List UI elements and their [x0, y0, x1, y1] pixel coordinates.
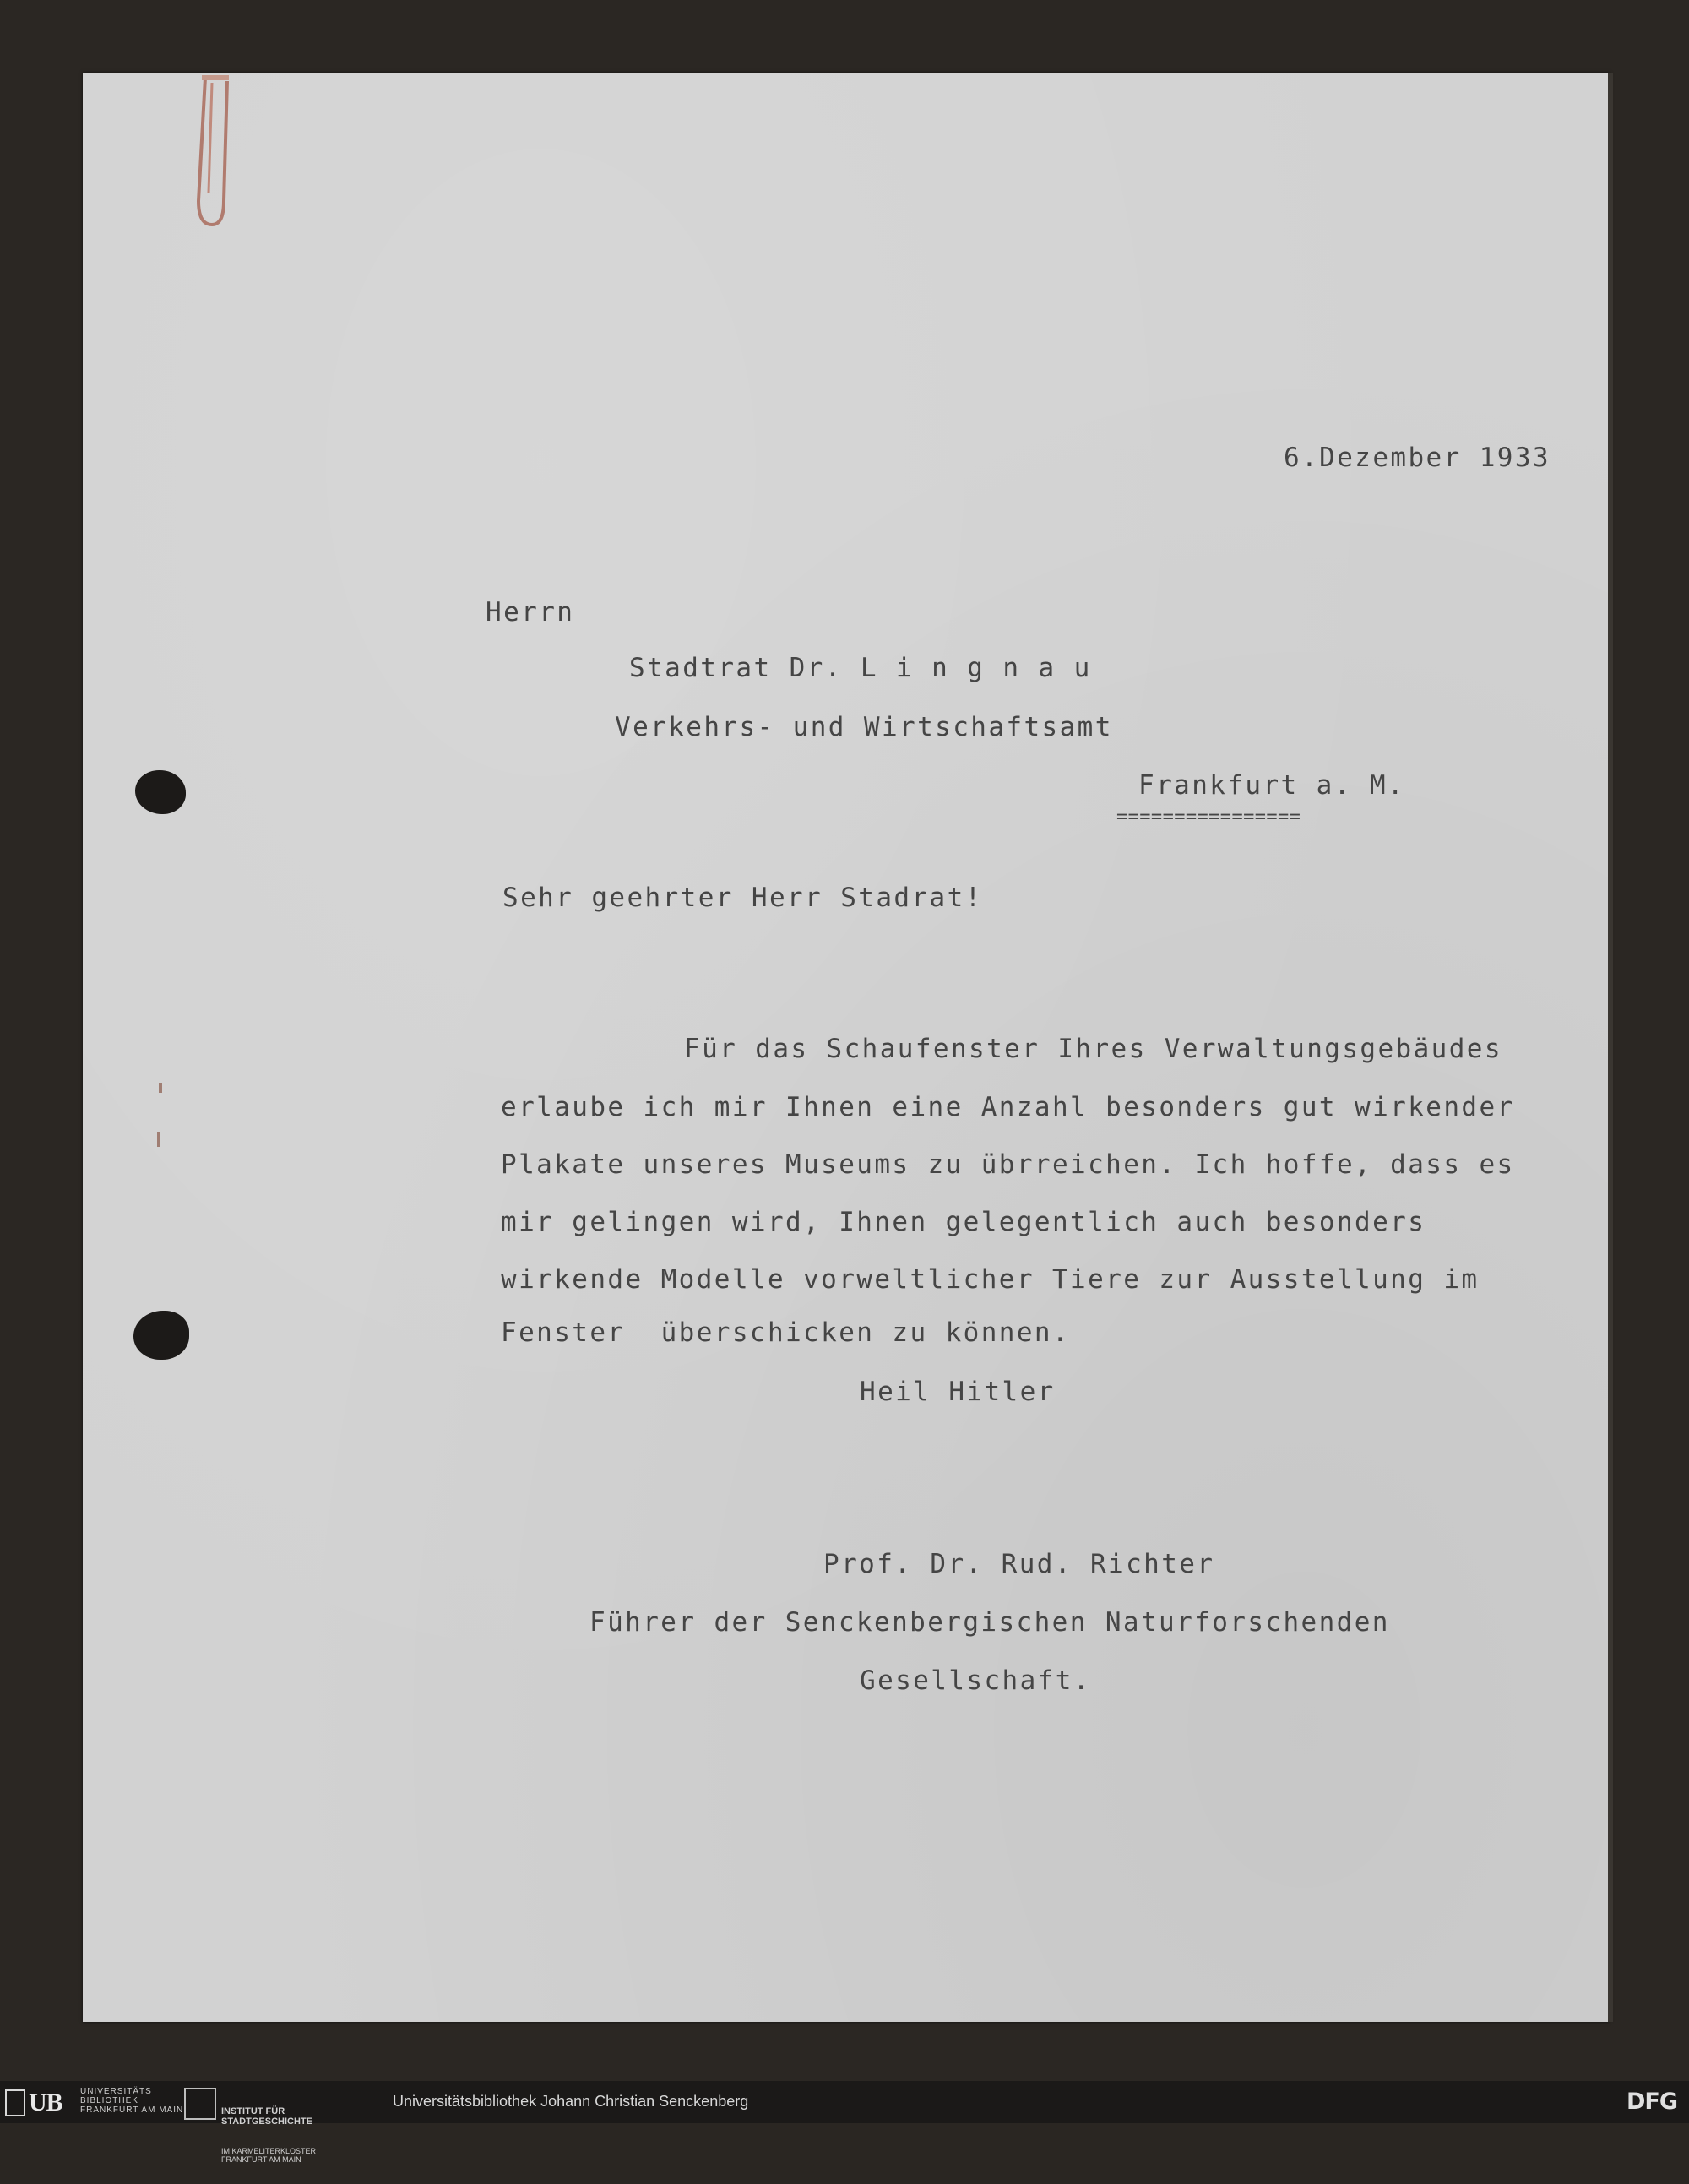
letter-closing: Heil Hitler: [860, 1377, 1056, 1407]
recipient-office: Verkehrs- und Wirtschaftsamt: [615, 712, 1113, 742]
punch-hole-lower: [133, 1311, 189, 1360]
body-line: Plakate unseres Museums zu übrreichen. Ich hoffe, dass es: [501, 1149, 1515, 1180]
body-line: mir gelingen wird, Ihnen gelegentlich auch besonders: [501, 1207, 1426, 1237]
paperclip-mark: [190, 74, 234, 236]
isg-logo-subtitle: IM KARMELITERKLOSTER FRANKFURT AM MAIN: [221, 2147, 317, 2164]
recipient-name: Stadtrat Dr. L i n g n a u: [629, 653, 1092, 683]
signature-name: Prof. Dr. Rud. Richter: [823, 1549, 1215, 1579]
body-line: Für das Schaufenster Ihres Verwaltungsgebäudes: [684, 1034, 1502, 1064]
body-line: wirkende Modelle vorweltlicher Tiere zur Ausstellung im: [501, 1264, 1480, 1295]
ub-logo-icon: [5, 2089, 25, 2116]
signature-title: Führer der Senckenbergischen Naturforschenden: [589, 1607, 1390, 1638]
viewer-footer: [0, 2081, 1689, 2164]
city-underline: ================: [1116, 807, 1301, 828]
dfg-logo[interactable]: DFG: [1626, 2089, 1677, 2115]
recipient-city: Frankfurt a. M.: [1138, 770, 1405, 801]
margin-mark: [159, 1083, 162, 1093]
recipient-salutation: Herrn: [486, 597, 575, 627]
isg-logo-icon[interactable]: [184, 2088, 216, 2120]
punch-hole-upper: [135, 770, 186, 814]
page-edge: [1608, 73, 1613, 2022]
ub-logo[interactable]: [5, 2088, 62, 2118]
signature-title-cont: Gesellschaft.: [860, 1665, 1091, 1696]
body-line: Fenster überschicken zu können.: [501, 1317, 1071, 1348]
letter-salutation: Sehr geehrter Herr Stadrat!: [502, 883, 983, 913]
isg-logo[interactable]: [221, 2086, 316, 2184]
isg-logo-title: INSTITUT FÜR STADTGESCHICHTE: [221, 2106, 312, 2127]
margin-mark: [157, 1132, 160, 1147]
footer-title: Universitätsbibliothek Johann Christian Senckenberg: [393, 2093, 749, 2110]
ub-logo-text: UB: [29, 2089, 62, 2116]
ub-logo-subtext: UNIVERSITÄTS BIBLIOTHEK FRANKFURT AM MAIN: [80, 2087, 184, 2115]
letter-date: 6.Dezember 1933: [1284, 443, 1551, 473]
body-line: erlaube ich mir Ihnen eine Anzahl besonders gut wirkender: [501, 1092, 1515, 1122]
